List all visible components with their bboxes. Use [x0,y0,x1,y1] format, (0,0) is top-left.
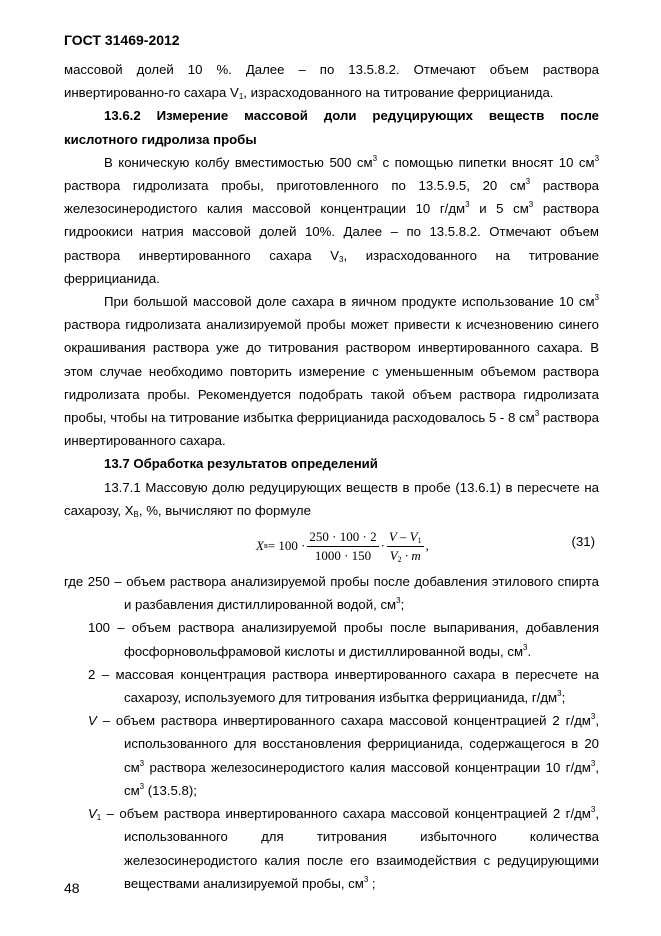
paragraph: массовой долей 10 %. Далее – по 13.5.8.2. Отмечают объем раствора инвертированно-го сахара $V_1$, израсходованного на титрование феррицианида. [64,62,599,102]
fraction-volumes: $\frac{V - V_1}{V_2 \cdot m}$ [388,528,422,564]
definition-item: $V_1$ – объем раствора инвертированного сахара массовой концентрацией 2 $г/дм^3$, использованного для титрования избыточного количества железосинеродистого калия после его взаимодействия с редуцирующими веществами анализируемой пробы, $см^3$ ; [88,805,599,891]
formula-expression: X в = 100 · $\frac{250 \cdot 100 \cdot 2}{1000 \cdot 150}$ · $\frac{V - V_1}{V_2 \cdot m}$ , [256,528,429,564]
paragraph: 13.7.1 Массовую долю редуцирующих веществ в пробе (13.6.1) в пересчете на сахарозу, $X_В$, %, вычисляют по формуле [64,479,599,519]
section-heading-13-6-2: 13.6.2 Измерение массовой доли редуцирующих веществ после кислотного гидролиза пробы [64,108,599,147]
definition-item: 2 – массовая концентрация раствора инвертированного сахара в пересчете на сахарозу, используемого для титрования избытка феррицианида, $г/дм^3$; [88,666,599,706]
document-body [64,58,599,895]
formula-number: (31) [571,534,595,550]
section-heading-13-7: 13.7 Обработка результатов определений [104,456,378,472]
fraction-constants: $\frac{250 \cdot 100 \cdot 2}{1000 \cdot 150}$ [309,528,377,563]
page-number: 48 [64,880,80,896]
standard-header: ГОСТ 31469-2012 [64,32,180,48]
formula-31 [64,522,599,570]
definition-item: V – объем раствора инвертированного сахара массовой концентрацией 2 $г/дм^3$, использованного для восстановления феррицианида, содержащегося в 20 $см^3$ раствора железосинеродистого калия массовой концентрации 10 $г/дм^3$, $см^3$ (13.5.8); [88,712,599,798]
definition-item: 100 – объем раствора анализируемой пробы после выпаривания, добавления фосфорновольфрамовой кислоты и дистиллированной воды, $см^3$. [88,620,599,659]
paragraph: При большой массовой доле сахара в яичном продукте использование 10 $см^3$ раствора гидролизата анализируемой пробы может привести к исчезновению синего окрашивания раствора уже до титрования раствором инвертированного сахара. В этом случае необходимо повторить измерение с уменьшенным объемом раствора гидролизата пробы. Рекомендуется подобрать такой объем раствора гидролизата пробы, чтобы на титрование избытка феррицианида расходовалось 5 - 8 $см^3$ раствора инвертированного сахара. [64,293,599,449]
definition-item: где 250 – объем раствора анализируемой пробы после добавления этилового спирта и разбавления дистиллированной водой, $см^3$; [64,574,599,613]
paragraph: В коническую колбу вместимостью 500 $см^3$ с помощью пипетки вносят 10 $см^3$ раствора гидролизата пробы, приготовленного по 13.5.9.5, 20 $см^3$ раствора железосинеродистого калия массовой концентрации 10 $г/дм^3$ и 5 $см^3$ раствора гидроокиси натрия массовой долей 10%. Далее – по 13.5.8.2. Отмечают объем раствора инвертированного сахара $V_3$, израсходованного на титрование феррицианида. [64,153,600,286]
